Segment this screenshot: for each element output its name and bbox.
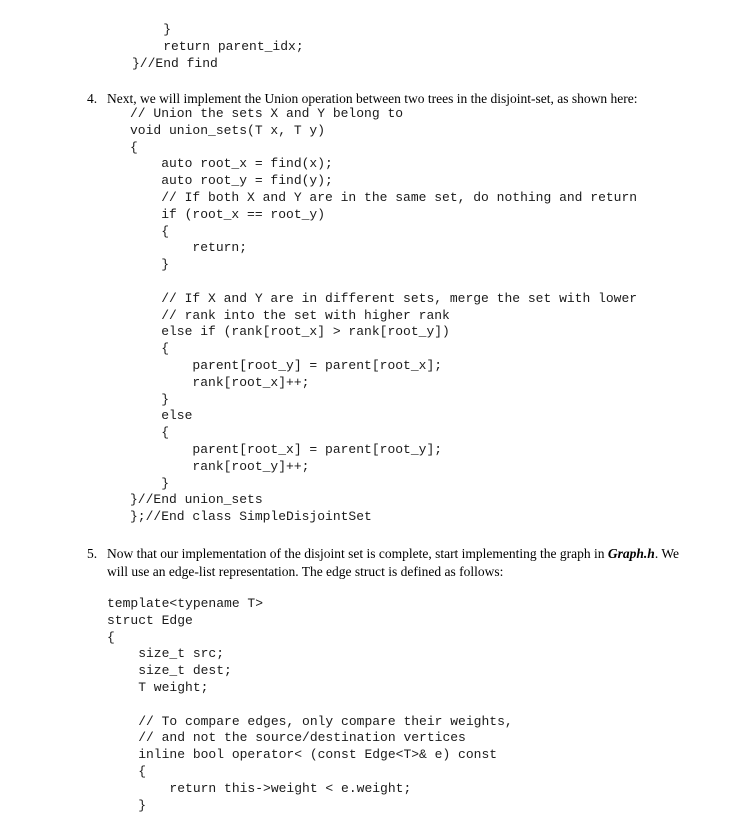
code-line: return; [130, 240, 248, 256]
list-item-text: Now that our implementation of the disjoint set is complete, start implementing the graph in Graph.h. We will use an edge-list representation. The edge struct is defined as follows: [107, 546, 679, 579]
code-line: void union_sets(T x, T y) [130, 122, 326, 138]
code-line: { [130, 341, 170, 357]
code-line: auto root_y = find(y); [130, 173, 333, 189]
code-line: }//End find [132, 55, 218, 71]
code-line: T weight; [107, 679, 209, 695]
code-block-edge-struct [107, 596, 513, 814]
code-line: // and not the source/destination vertices [107, 730, 466, 746]
code-line: { [130, 223, 170, 239]
code-line: size_t dest; [107, 663, 232, 679]
code-line: }//End union_sets [130, 492, 263, 508]
code-line: return parent_idx; [132, 38, 304, 54]
code-line: } [130, 391, 170, 407]
code-line: else if (rank[root_x] > rank[root_y]) [130, 324, 450, 340]
code-line: } [130, 475, 170, 491]
code-line: } [130, 257, 170, 273]
code-line: { [107, 763, 147, 779]
list-item-text: Next, we will implement the Union operation between two trees in the disjoint-set, as shown here: [107, 91, 638, 106]
code-line: parent[root_y] = parent[root_x]; [130, 357, 443, 373]
code-line: // rank into the set with higher rank [130, 307, 450, 323]
code-line: auto root_x = find(x); [130, 156, 333, 172]
code-line: // To compare edges, only compare their weights, [107, 713, 513, 729]
code-line: rank[root_y]++; [130, 458, 310, 474]
filename: Graph.h [607, 546, 655, 561]
code-line: { [130, 425, 170, 441]
code-line: if (root_x == root_y) [130, 206, 326, 222]
list-number: 5. [87, 546, 98, 561]
code-line: else [130, 408, 193, 424]
code-line: inline bool operator< (const Edge<T>& e) const [107, 747, 498, 763]
code-line: } [132, 22, 172, 37]
code-line: struct Edge [107, 612, 193, 628]
code-line: } [107, 797, 147, 813]
code-line: rank[root_x]++; [130, 374, 310, 390]
code-line: // If both X and Y are in the same set, do nothing and return [130, 189, 638, 205]
code-block-union-sets [130, 106, 637, 526]
code-line: parent[root_x] = parent[root_y]; [130, 441, 443, 457]
code-line: // Union the sets X and Y belong to [130, 106, 404, 121]
code-line: // If X and Y are in different sets, merge the set with lower [130, 290, 638, 306]
code-line: { [130, 139, 138, 155]
code-block-find-end [132, 22, 304, 72]
list-number: 4. [87, 91, 98, 106]
code-line: size_t src; [107, 646, 225, 662]
code-line: return this->weight < e.weight; [107, 780, 412, 796]
code-line: };//End class SimpleDisjointSet [130, 509, 372, 525]
code-line: template<typename T> [107, 596, 264, 611]
code-line: { [107, 629, 115, 645]
